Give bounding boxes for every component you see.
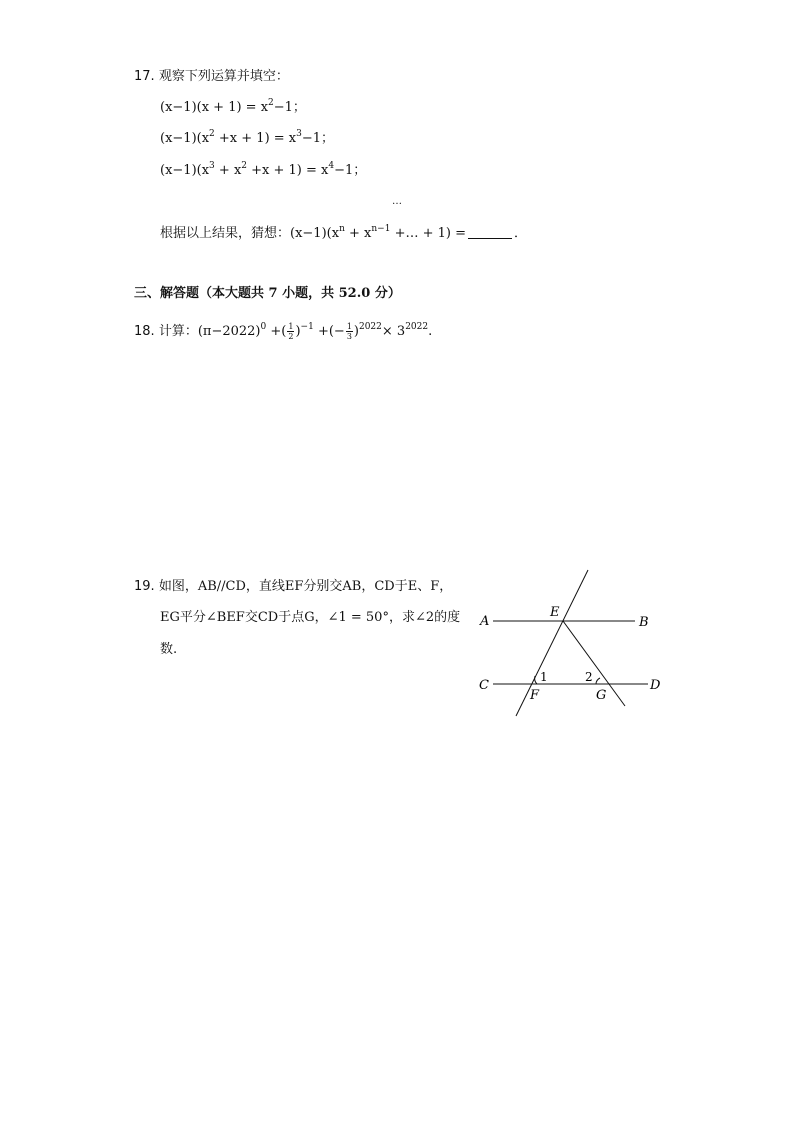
q18-plus2: +(−	[313, 324, 345, 339]
q17-guess-exp2: n−1	[371, 224, 391, 234]
q18-fraction-third	[346, 322, 353, 341]
q19-line3: 数.	[160, 642, 178, 657]
q18-number: 18.	[134, 324, 155, 339]
q17-line3-exp1: 3	[209, 161, 215, 171]
q17-line3	[160, 162, 366, 180]
q17-line3-lhs: (x−1)(x	[160, 163, 210, 178]
label-c: C	[479, 678, 489, 693]
q18-exp4: 2022	[405, 322, 429, 332]
q17-guess-end: ．	[514, 226, 528, 241]
q19-number: 19.	[134, 579, 155, 594]
section3-count: 7	[268, 286, 278, 301]
label-f: F	[530, 688, 540, 703]
q18-frac1-num: 1	[288, 322, 294, 331]
q17-number: 17.	[134, 69, 155, 84]
q17-line1	[160, 99, 306, 117]
section3-title	[134, 285, 401, 303]
angle2-arc	[596, 678, 600, 684]
q18-plus1: +(	[266, 324, 287, 339]
q17-answer-blank[interactable]	[468, 226, 512, 239]
q19-line1	[134, 578, 452, 596]
q17-line2-exp1: 2	[209, 129, 215, 139]
q18-exp1: 0	[260, 322, 267, 332]
label-e: E	[550, 605, 560, 620]
q17-guess-tail: +… + 1) =	[390, 226, 466, 241]
label-a: A	[480, 614, 490, 629]
label-angle1: 1	[540, 670, 548, 684]
q18-exp3: 2022	[358, 322, 382, 332]
label-angle2: 2	[585, 670, 593, 684]
q18-times: × 3	[381, 324, 406, 339]
q18-close2: )	[353, 324, 359, 339]
q18-exp2: −1	[300, 322, 314, 332]
q17-line1-exp: 2	[268, 98, 274, 108]
q17-line1-lhs: (x−1)(x + 1) = x	[160, 100, 269, 115]
section3-title-start: 三、解答题（本大题共	[134, 286, 269, 301]
line-ef	[516, 570, 588, 716]
q18-close1: )	[295, 324, 301, 339]
q18-end: .	[428, 324, 433, 339]
q18-frac1-den: 2	[288, 332, 294, 341]
q17-line3-exp3: 4	[328, 161, 335, 171]
q17-prompt: 观察下列运算并填空：	[158, 69, 289, 84]
section3-score: 52.0	[338, 286, 371, 301]
q17-guess	[160, 225, 527, 243]
q17-line2-exp2: 3	[296, 129, 302, 139]
q17-line3-mid2: +x + 1) = x	[247, 163, 329, 178]
q17-guess-prefix: 根据以上结果，猜想：	[160, 226, 291, 241]
q17-line2	[160, 130, 334, 148]
q19-line2: EG平分∠BEF交CD于点G，∠1 = 50°，求∠2的度	[160, 610, 461, 625]
q17-guess-exp1: n	[339, 224, 345, 234]
section3-title-end: 分）	[370, 286, 401, 301]
q17-line1-end: −1；	[273, 100, 306, 115]
angle1-arc	[535, 676, 537, 684]
q18	[134, 322, 432, 341]
q17-line3-exp2: 2	[241, 161, 248, 171]
q18-expr1: (π−2022)	[197, 324, 261, 339]
q17-line2-mid: +x + 1) = x	[214, 131, 297, 146]
line-eg	[563, 621, 625, 706]
label-b: B	[639, 615, 649, 630]
q17-line3-mid1: + x	[214, 163, 242, 178]
q18-frac2-den: 3	[346, 332, 352, 341]
q18-frac2-num: 1	[346, 322, 352, 331]
q18-fraction-half	[287, 322, 294, 341]
q17-line2-lhs: (x−1)(x	[160, 131, 210, 146]
q17-ellipsis: …	[392, 196, 402, 207]
q17-guess-expr: (x−1)(x	[290, 226, 340, 241]
label-d: D	[650, 678, 661, 693]
q19-line1-text: 如图，AB//CD，直线EF分别交AB，CD于E、F，	[158, 579, 453, 594]
q17-header	[134, 68, 289, 86]
q17-line3-end: −1；	[334, 163, 367, 178]
q17-line2-end: −1；	[301, 131, 335, 146]
geometry-diagram	[470, 565, 700, 725]
q18-prompt: 计算：	[158, 324, 198, 339]
q17-guess-mid: + x	[344, 226, 372, 241]
label-g: G	[596, 688, 607, 703]
section3-title-mid: 小题，共	[277, 286, 339, 301]
